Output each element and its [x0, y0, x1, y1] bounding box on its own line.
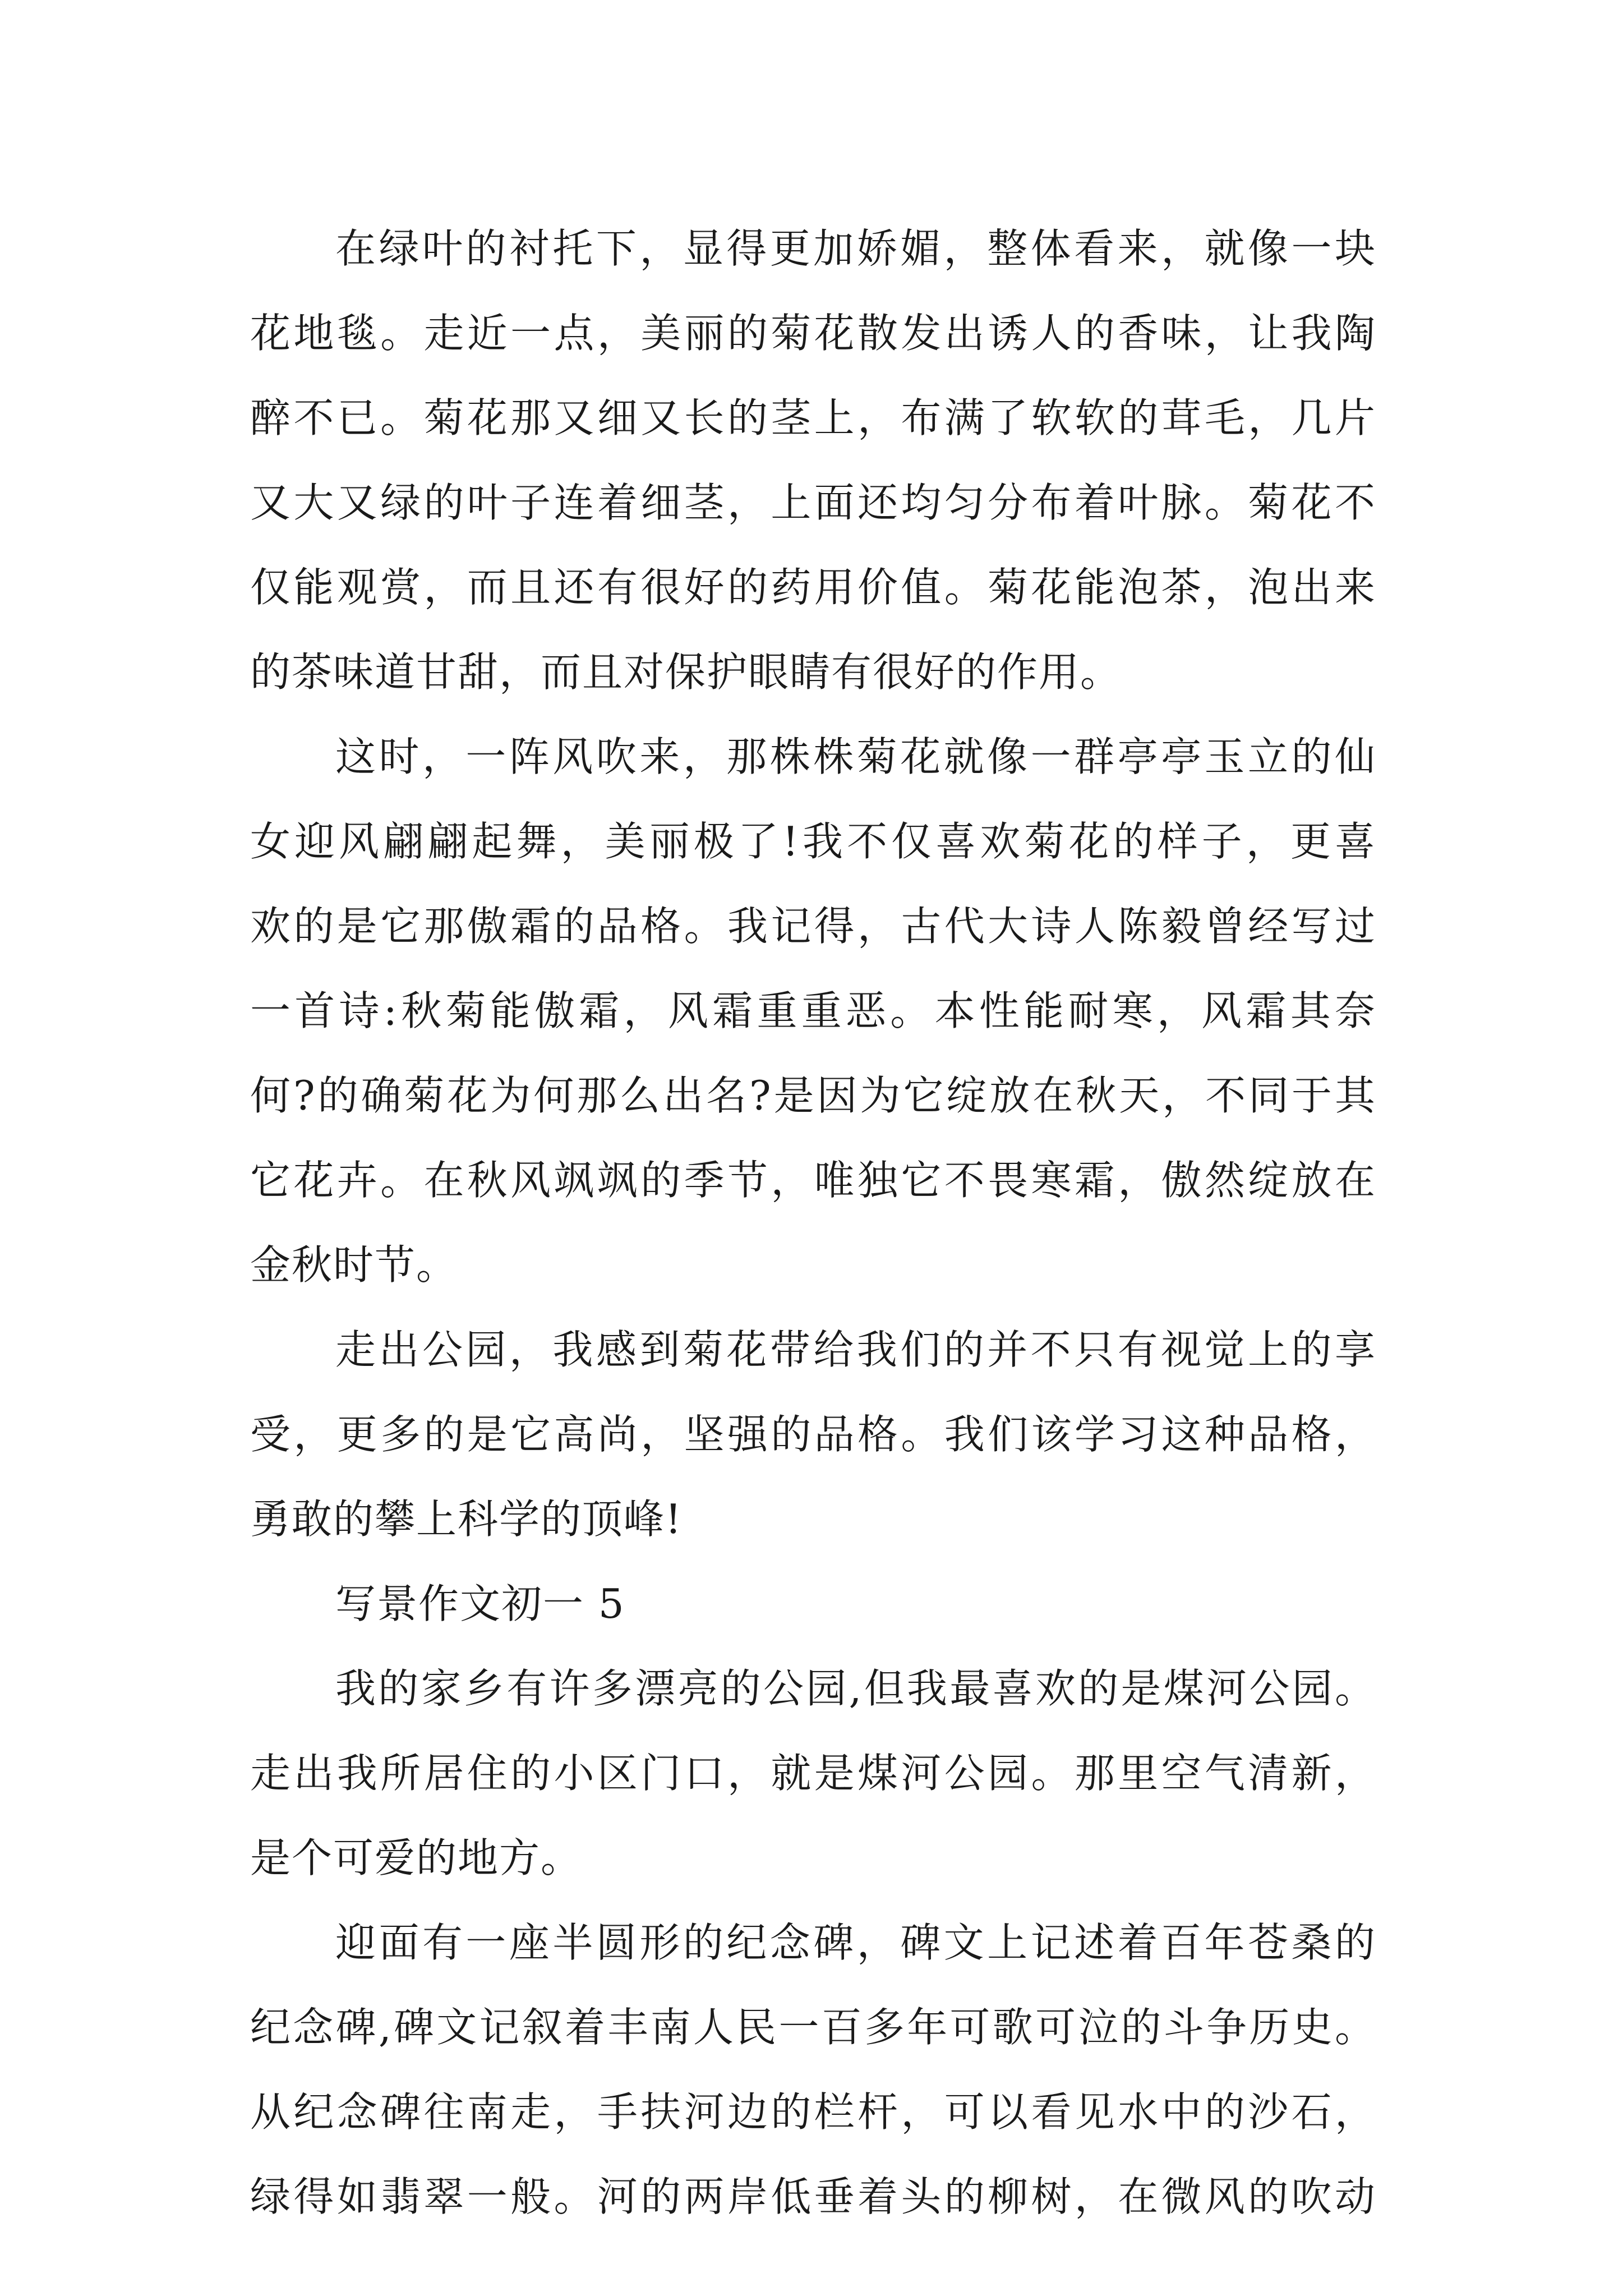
section-title: 写景作文初一 5: [335, 1580, 625, 1627]
paragraph-5: [250, 1646, 1376, 1901]
paragraph-line: 女迎风翩翩起舞，美丽极了!我不仅喜欢菊花的样子，更喜: [250, 818, 1376, 865]
paragraph-line: 绿得如翡翠一般。河的两岸低垂着头的柳树，在微风的吹动: [250, 2173, 1376, 2220]
paragraph-line: 这时，一阵风吹来，那株株菊花就像一群亭亭玉立的仙: [335, 733, 1376, 780]
paragraph-line: 我的家乡有许多漂亮的公园,但我最喜欢的是煤河公园。: [335, 1665, 1376, 1712]
paragraph-line: 勇敢的攀上科学的顶峰!: [250, 1496, 683, 1543]
paragraph-line: 欢的是它那傲霜的品格。我记得，古代大诗人陈毅曾经写过: [250, 903, 1376, 950]
paragraph-line: 走出公园，我感到菊花带给我们的并不只有视觉上的享: [335, 1326, 1376, 1373]
paragraph-line: 纪念碑,碑文记叙着丰南人民一百多年可歌可泣的斗争历史。: [250, 2004, 1376, 2051]
paragraph-line: 走出我所居住的小区门口，就是煤河公园。那里空气清新，: [250, 1750, 1376, 1797]
paragraph-6: [250, 1901, 1376, 2239]
paragraph-2: [250, 715, 1376, 1308]
paragraph-line: 又大又绿的叶子连着细茎，上面还均匀分布着叶脉。菊花不: [250, 479, 1376, 526]
paragraph-line: 的茶味道甘甜，而且对保护眼睛有很好的作用。: [250, 648, 1122, 696]
paragraph-line: 花地毯。走近一点，美丽的菊花散发出诱人的香味，让我陶: [250, 310, 1376, 357]
paragraph-line: 醉不已。菊花那又细又长的茎上，布满了软软的茸毛，几片: [250, 394, 1376, 441]
paragraph-line: 是个可爱的地方。: [250, 1834, 583, 1881]
paragraph-line: 何?的确菊花为何那么出名?是因为它绽放在秋天，不同于其: [250, 1072, 1376, 1119]
paragraph-line: 在绿叶的衬托下，显得更加娇媚，整体看来，就像一块: [335, 225, 1376, 272]
section-heading: [250, 1562, 1376, 1646]
document-body: [250, 206, 1376, 2239]
paragraph-line: 一首诗:秋菊能傲霜，风霜重重恶。本性能耐寒，风霜其奈: [250, 987, 1376, 1034]
paragraph-line: 迎面有一座半圆形的纪念碑，碑文上记述着百年苍桑的: [335, 1919, 1376, 1966]
paragraph-line: 金秋时节。: [250, 1241, 458, 1289]
paragraph-3: [250, 1308, 1376, 1562]
paragraph-line: 受，更多的是它高尚，坚强的品格。我们该学习这种品格，: [250, 1411, 1376, 1458]
paragraph-line: 它花卉。在秋风飒飒的季节，唯独它不畏寒霜，傲然绽放在: [250, 1157, 1376, 1204]
paragraph-1: [250, 206, 1376, 715]
paragraph-line: 从纪念碑往南走，手扶河边的栏杆，可以看见水中的沙石，: [250, 2088, 1376, 2136]
paragraph-line: 仅能观赏，而且还有很好的药用价值。菊花能泡茶，泡出来: [250, 564, 1376, 611]
